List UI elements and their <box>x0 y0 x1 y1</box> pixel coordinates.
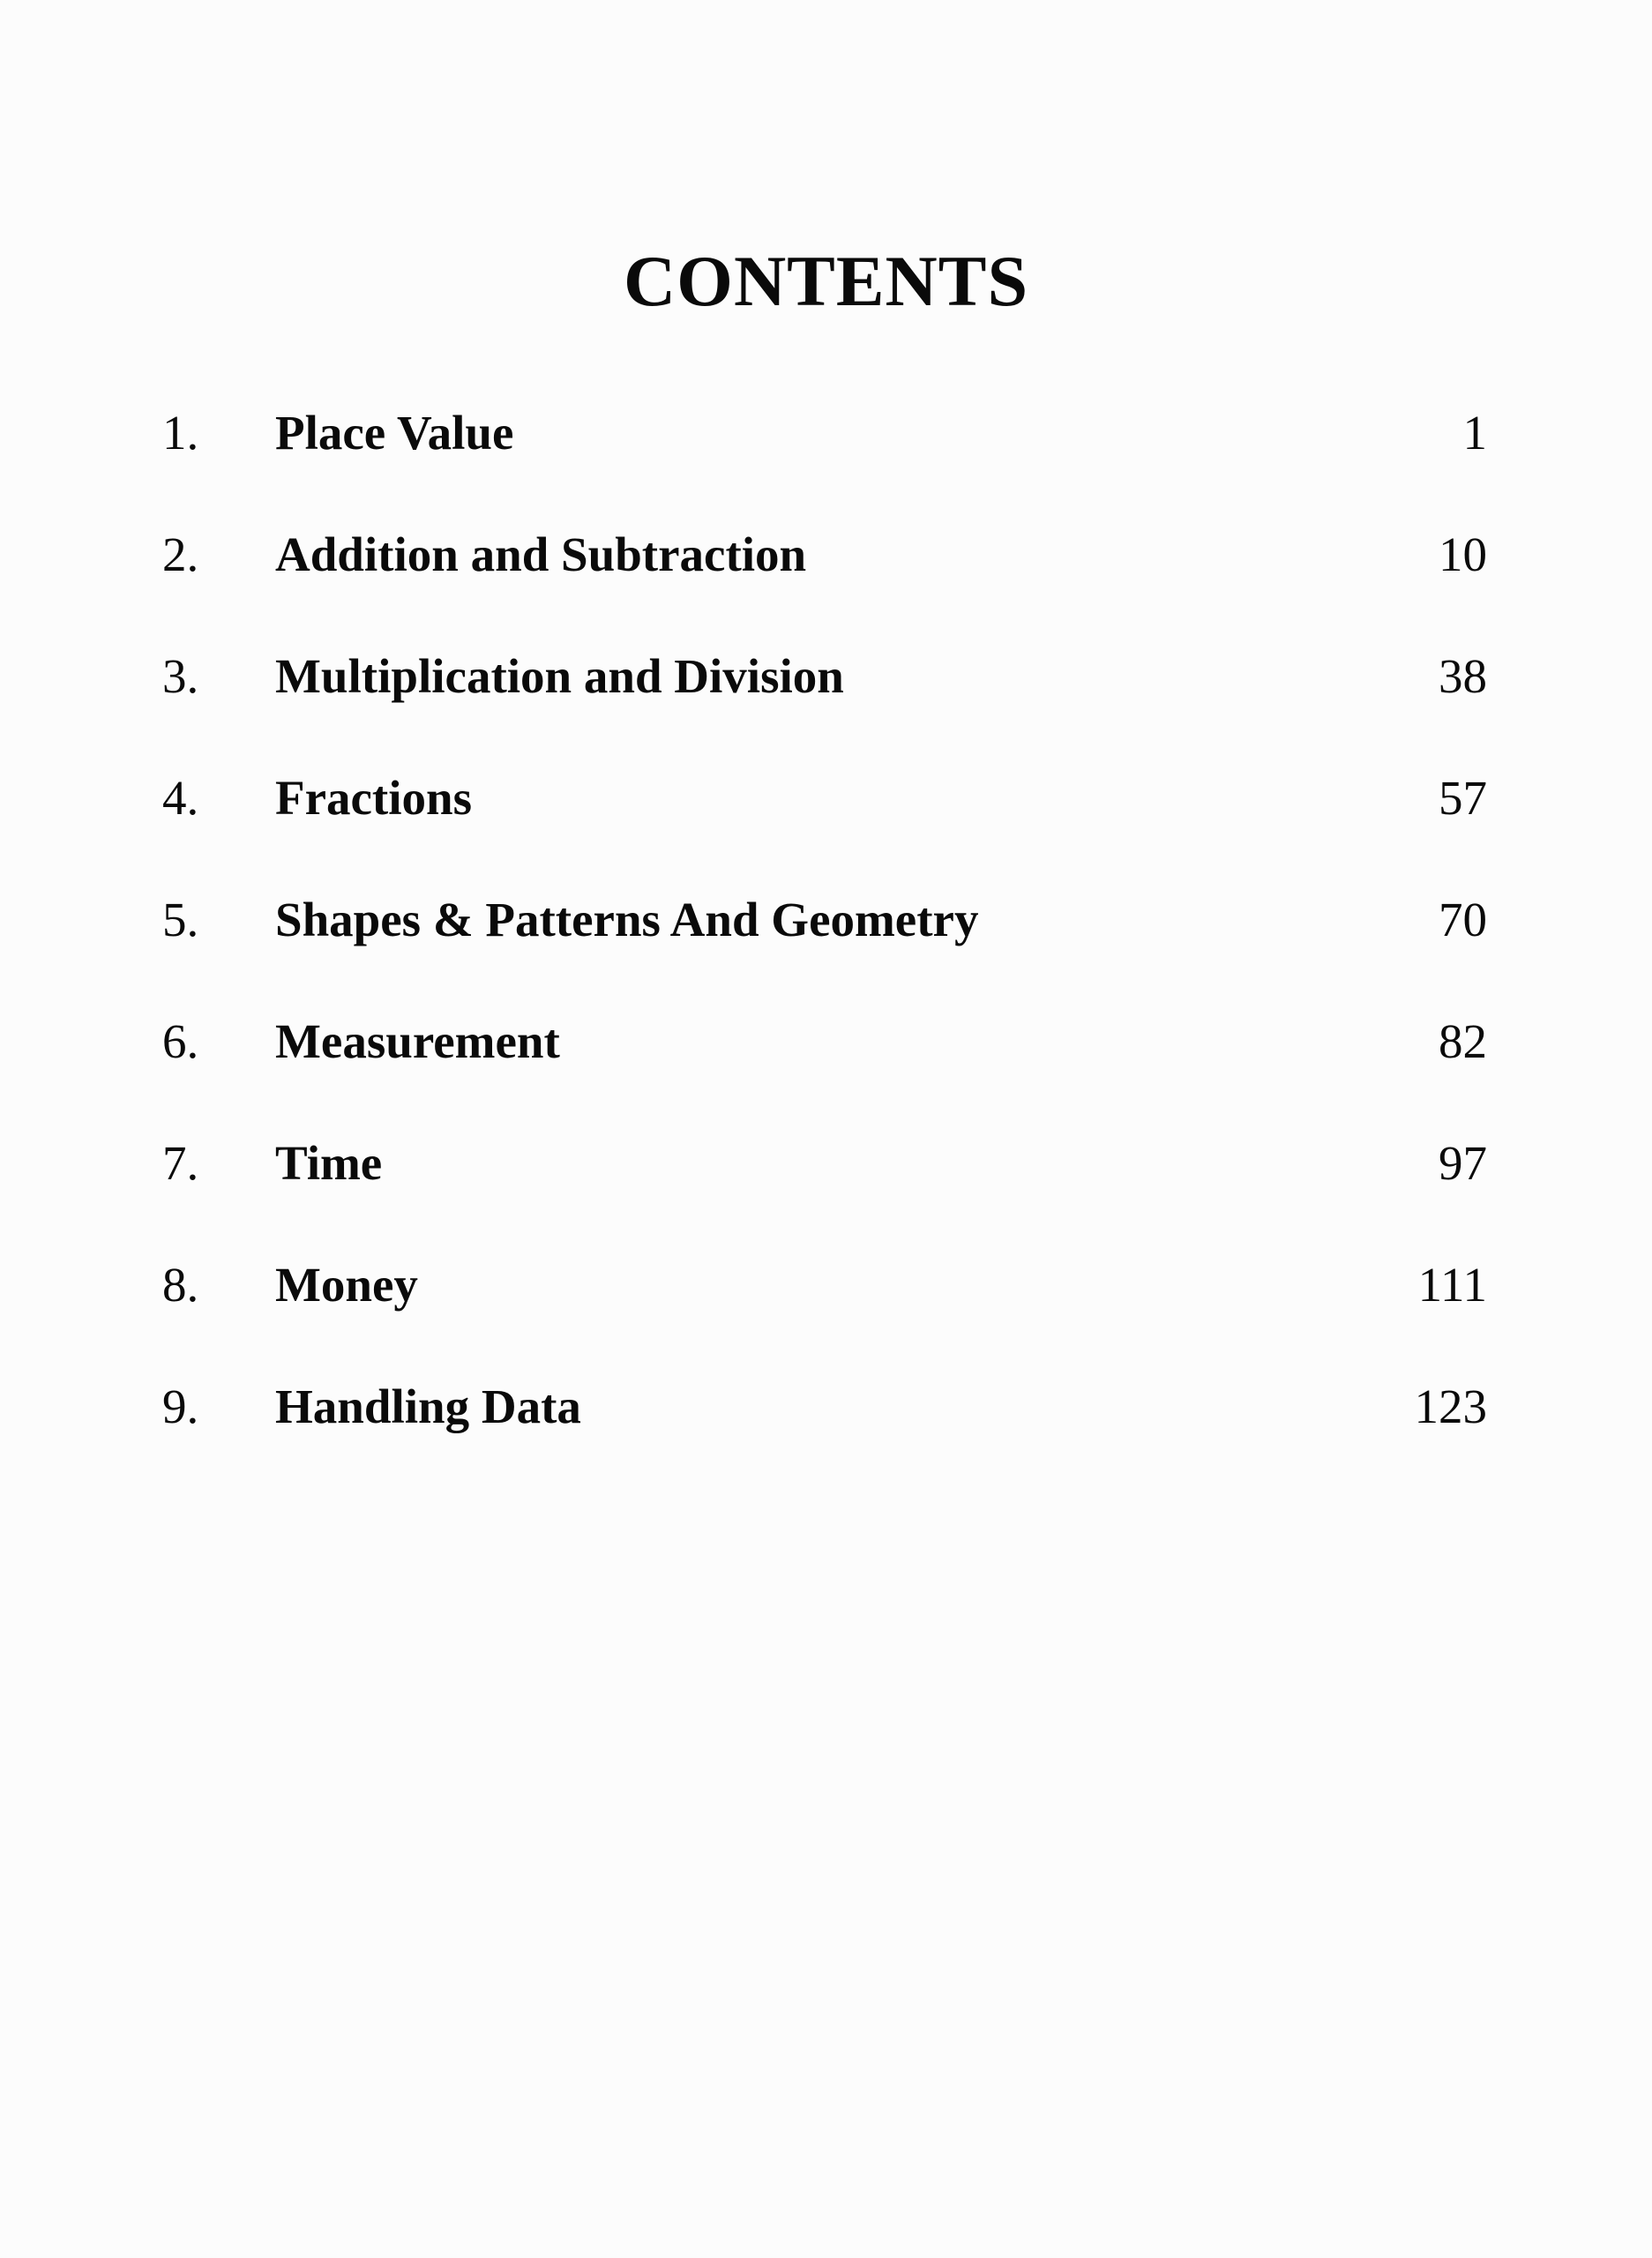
toc-entry-number: 3. <box>162 649 199 703</box>
toc-entry-title: Handling Data <box>275 1379 581 1433</box>
toc-entry-number: 2. <box>162 527 199 581</box>
toc-entry-page: 123 <box>1414 1379 1487 1433</box>
toc-entry-number: 7. <box>162 1136 199 1190</box>
toc-entry[interactable] <box>162 766 1487 888</box>
toc-entry-title: Time <box>275 1136 383 1190</box>
toc-entry-number: 6. <box>162 1014 199 1068</box>
toc-entry-title: Shapes & Patterns And Geometry <box>275 893 979 946</box>
toc-entry-page: 10 <box>1439 527 1487 581</box>
toc-entry-number: 5. <box>162 893 199 946</box>
toc-entry-title: Place Value <box>275 406 514 460</box>
toc-entry-page: 82 <box>1439 1014 1487 1068</box>
toc-entry-page: 1 <box>1462 406 1487 460</box>
toc-entry-number: 1. <box>162 406 199 460</box>
toc-entry[interactable] <box>162 401 1487 523</box>
page-title: CONTENTS <box>623 241 1029 321</box>
toc-entry-number: 4. <box>162 771 199 825</box>
toc-entry-title: Money <box>275 1258 418 1312</box>
toc-entry[interactable] <box>162 888 1487 1010</box>
toc-entry-title: Multiplication and Division <box>275 649 844 703</box>
toc-entry[interactable] <box>162 1010 1487 1132</box>
toc-entry[interactable] <box>162 523 1487 645</box>
toc-entry-page: 38 <box>1439 649 1487 703</box>
toc-entry-page: 97 <box>1439 1136 1487 1190</box>
toc-entry-number: 8. <box>162 1258 199 1312</box>
toc-entry[interactable] <box>162 1253 1487 1375</box>
toc-entry[interactable] <box>162 1132 1487 1253</box>
toc-entry-number: 9. <box>162 1379 199 1433</box>
toc-entry-title: Measurement <box>275 1014 560 1068</box>
toc-entry-page: 111 <box>1417 1258 1487 1312</box>
toc-entry-page: 57 <box>1439 771 1487 825</box>
toc-entry[interactable] <box>162 1375 1487 1497</box>
toc-entry[interactable] <box>162 645 1487 766</box>
toc-entry-title: Fractions <box>275 771 473 825</box>
toc-entry-title: Addition and Subtraction <box>275 527 807 581</box>
toc-entry-page: 70 <box>1439 893 1487 946</box>
table-of-contents <box>162 401 1487 1497</box>
